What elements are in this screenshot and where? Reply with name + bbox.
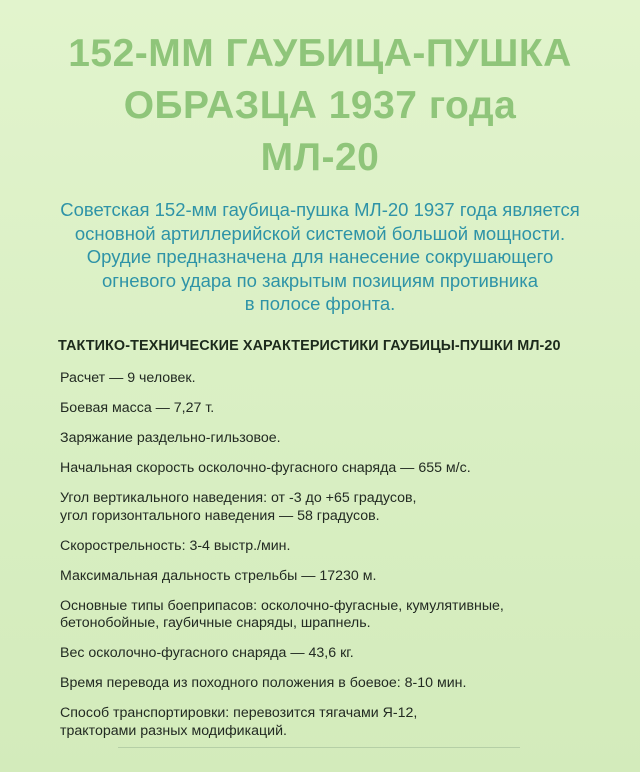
- spec-item: [60, 568, 620, 586]
- spec-text: Угол вертикального наведения: от -3 до +65 градусов,: [60, 490, 417, 506]
- sign-title: [0, 28, 640, 184]
- spec-item: [60, 460, 620, 478]
- spec-item: [60, 675, 620, 693]
- spec-item: [60, 645, 620, 663]
- spec-text: тракторами разных модификаций.: [60, 722, 287, 739]
- spec-text: Заряжание раздельно-гильзовое.: [60, 430, 281, 446]
- spec-text: Скорострельность: 3-4 выстр./мин.: [60, 537, 291, 554]
- spec-text: Боевая масса — 7,27 т.: [60, 400, 215, 416]
- specs-heading: ТАКТИКО-ТЕХНИЧЕСКИЕ ХАРАКТЕРИСТИКИ ГАУБИЦЫ-ПУШКИ МЛ-20: [58, 338, 561, 354]
- spec-item: [60, 370, 620, 388]
- spec-item: [60, 400, 620, 418]
- spec-text: Время перевода из походного положения в боевое: 8-10 мин.: [60, 675, 467, 691]
- spec-item: [60, 598, 620, 633]
- spec-text: Расчет — 9 человек.: [60, 370, 196, 386]
- intro-paragraph: [20, 198, 620, 316]
- spec-text: Вес осколочно-фугасного снаряда — 43,6 кг.: [60, 645, 354, 661]
- spec-text: бетонобойные, гаубичные снаряды, шрапнель.: [60, 615, 371, 631]
- intro-line: в полосе фронта.: [244, 293, 396, 314]
- title-line-1: 152-ММ ГАУБИЦА-ПУШКА: [68, 32, 572, 75]
- specs-list: [60, 370, 620, 753]
- intro-line: Орудие предназначена для нанесение сокрушающего: [86, 246, 554, 267]
- spec-text: Способ транспортировки: перевозится тягачами Я-12,: [60, 705, 418, 721]
- spec-text: Начальная скорость осколочно-фугасного снаряда — 655 м/с.: [60, 460, 471, 476]
- intro-line: Советская 152-мм гаубица-пушка МЛ-20 1937 года является: [60, 199, 580, 220]
- spec-item: [60, 490, 620, 525]
- title-line-2: ОБРАЗЦА 1937 года: [123, 84, 517, 127]
- footer-divider: [118, 747, 520, 748]
- spec-text: Основные типы боеприпасов: осколочно-фугасные, кумулятивные,: [60, 597, 504, 614]
- spec-item: [60, 705, 620, 740]
- title-line-3: МЛ-20: [260, 136, 380, 179]
- spec-text: Максимальная дальность стрельбы — 17230 м.: [60, 567, 377, 584]
- spec-item: [60, 430, 620, 448]
- intro-line: огневого удара по закрытым позициям противника: [101, 269, 539, 291]
- intro-line: основной артиллерийской системой большой мощности.: [74, 222, 566, 244]
- spec-item: [60, 538, 620, 556]
- spec-text: угол горизонтального наведения — 58 градусов.: [60, 507, 380, 524]
